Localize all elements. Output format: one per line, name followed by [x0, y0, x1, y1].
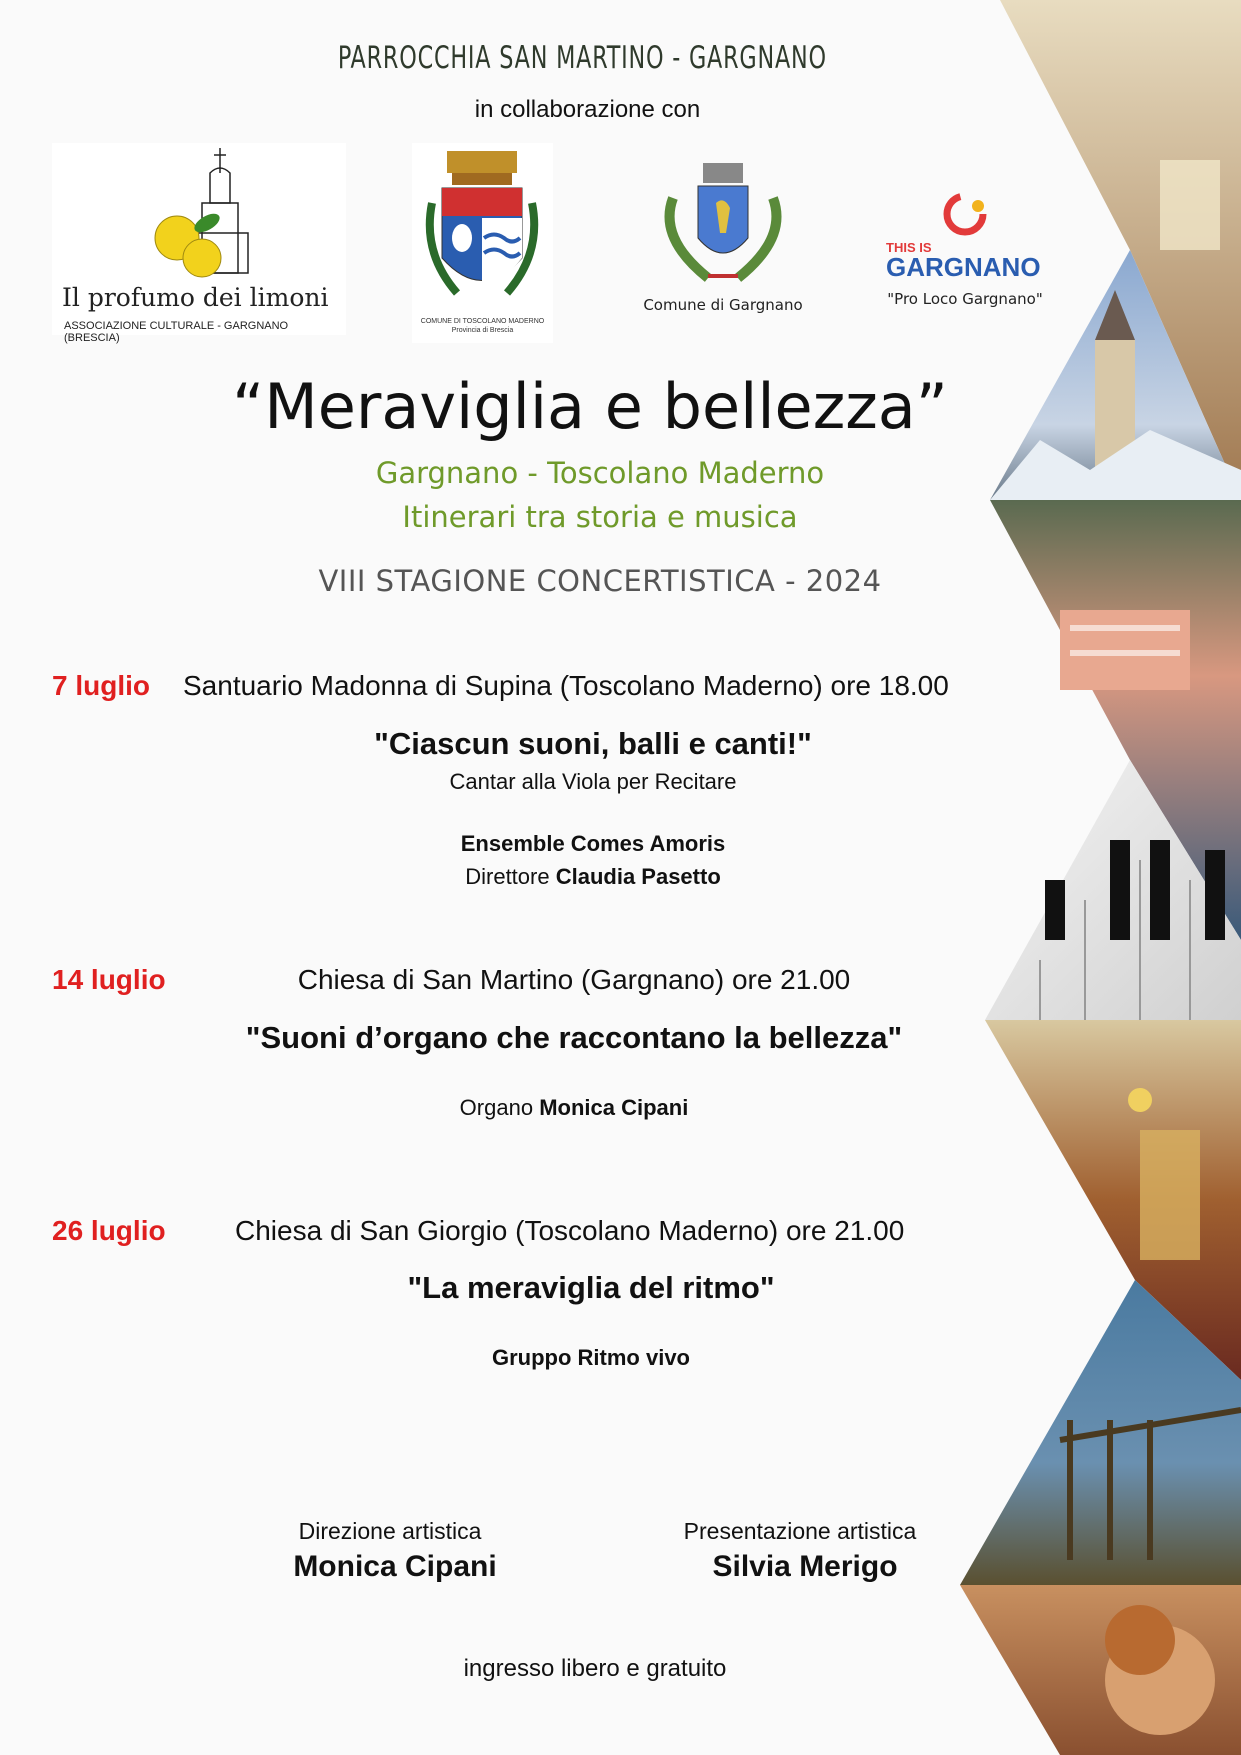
presentation-name: Silvia Merigo	[712, 1550, 898, 1583]
concert-2-date: 14 luglio	[52, 964, 166, 995]
toscolano-coat-of-arms	[412, 143, 553, 343]
artistic-direction-label: Direzione artistica	[298, 1518, 482, 1544]
concert-2-person: Monica Cipani	[539, 1095, 689, 1120]
gargnano-comune-caption: Comune di Gargnano	[643, 296, 803, 314]
season-label: VIII STAGIONE CONCERTISTICA - 2024	[318, 564, 882, 598]
collaboration-text: in collaborazione con	[474, 96, 701, 123]
concert-3-date: 26 luglio	[52, 1215, 166, 1246]
lemons-logo-subtitle: ASSOCIAZIONE CULTURALE - GARGNANO (BRESCIA)	[64, 320, 289, 344]
concert-3-title: "La meraviglia del ritmo"	[407, 1270, 775, 1305]
proloco-small-text: THIS IS	[886, 240, 932, 255]
proloco-big-text: GARGNANO	[886, 252, 1041, 282]
toscolano-subtitle-1: COMUNE DI TOSCOLANO MADERNO	[420, 318, 545, 325]
artistic-direction-name: Monica Cipani	[293, 1550, 497, 1583]
concert-1-date: 7 luglio	[52, 670, 150, 701]
toscolano-subtitle-2: Provincia di Brescia	[451, 327, 514, 334]
proloco-logo	[870, 200, 1060, 315]
concert-2-title: "Suoni d’organo che raccontano la bellezza"	[245, 1020, 903, 1055]
concert-3-venue: Chiesa di San Giorgio (Toscolano Maderno) ore 21.00	[235, 1215, 905, 1246]
concert-2-role: Organo	[459, 1095, 534, 1120]
event-places: Gargnano - Toscolano Maderno	[375, 456, 825, 490]
gargnano-coat-of-arms	[628, 158, 818, 323]
lemons-association-logo	[52, 143, 346, 344]
concert-1-title: "Ciascun suoni, balli e canti!"	[374, 726, 812, 761]
concert-1-person: Claudia Pasetto	[555, 864, 721, 889]
concert-2-organ-line	[0, 1095, 1148, 1121]
lemons-logo-name: Il profumo dei limoni	[62, 283, 329, 312]
concert-1-performer: Ensemble Comes Amoris	[460, 831, 726, 856]
parish-name: PARROCCHIA SAN MARTINO - GARGNANO	[337, 40, 827, 76]
concert-1-role: Direttore	[465, 864, 550, 889]
concert-1-director-line	[0, 864, 1186, 890]
event-theme: Itinerari tra storia e musica	[402, 500, 798, 534]
concert-1-venue: Santuario Madonna di Supina (Toscolano Maderno) ore 18.00	[183, 670, 949, 701]
free-entry-note: ingresso libero e gratuito	[463, 1655, 727, 1682]
concert-1-subtitle: Cantar alla Viola per Recitare	[449, 769, 737, 794]
concert-2-venue: Chiesa di San Martino (Gargnano) ore 21.00	[297, 964, 851, 995]
proloco-caption: "Pro Loco Gargnano"	[887, 290, 1043, 308]
presentation-label: Presentazione artistica	[683, 1518, 917, 1544]
event-title: “Meraviglia e bellezza”	[232, 370, 948, 443]
concert-3-performer: Gruppo Ritmo vivo	[492, 1345, 690, 1370]
